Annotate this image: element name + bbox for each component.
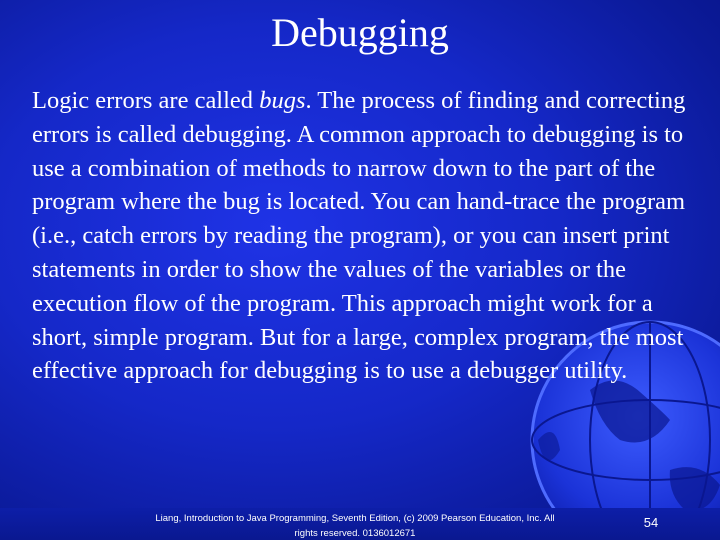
- page-number: 54: [643, 515, 659, 530]
- body-text-part2: . The process of finding and correcting errors is called debugging. A common approach to debugging is to use a combination of methods to narrow down to the part of the program where the bug is located. You can hand-trace the program (i.e., catch errors by reading the program), or you can insert print statements in order to show the values of the variables or the execution flow of the program. This approach might work for a short, simple program. But for a large, complex program, the most effective approach for debugging is to use a debugger utility.: [32, 87, 686, 385]
- footer-line-1: Liang, Introduction to Java Programming, Seventh Edition, (c) 2009 Pearson Education, Inc. All: [155, 513, 555, 524]
- slide-title: Debugging: [271, 10, 449, 55]
- slide-body: [32, 84, 696, 388]
- footer-copyright: [140, 511, 570, 540]
- footer-line-2: rights reserved. 0136012671: [294, 528, 416, 539]
- body-emphasis: bugs: [259, 87, 306, 114]
- body-text-part1: Logic errors are called: [32, 87, 260, 114]
